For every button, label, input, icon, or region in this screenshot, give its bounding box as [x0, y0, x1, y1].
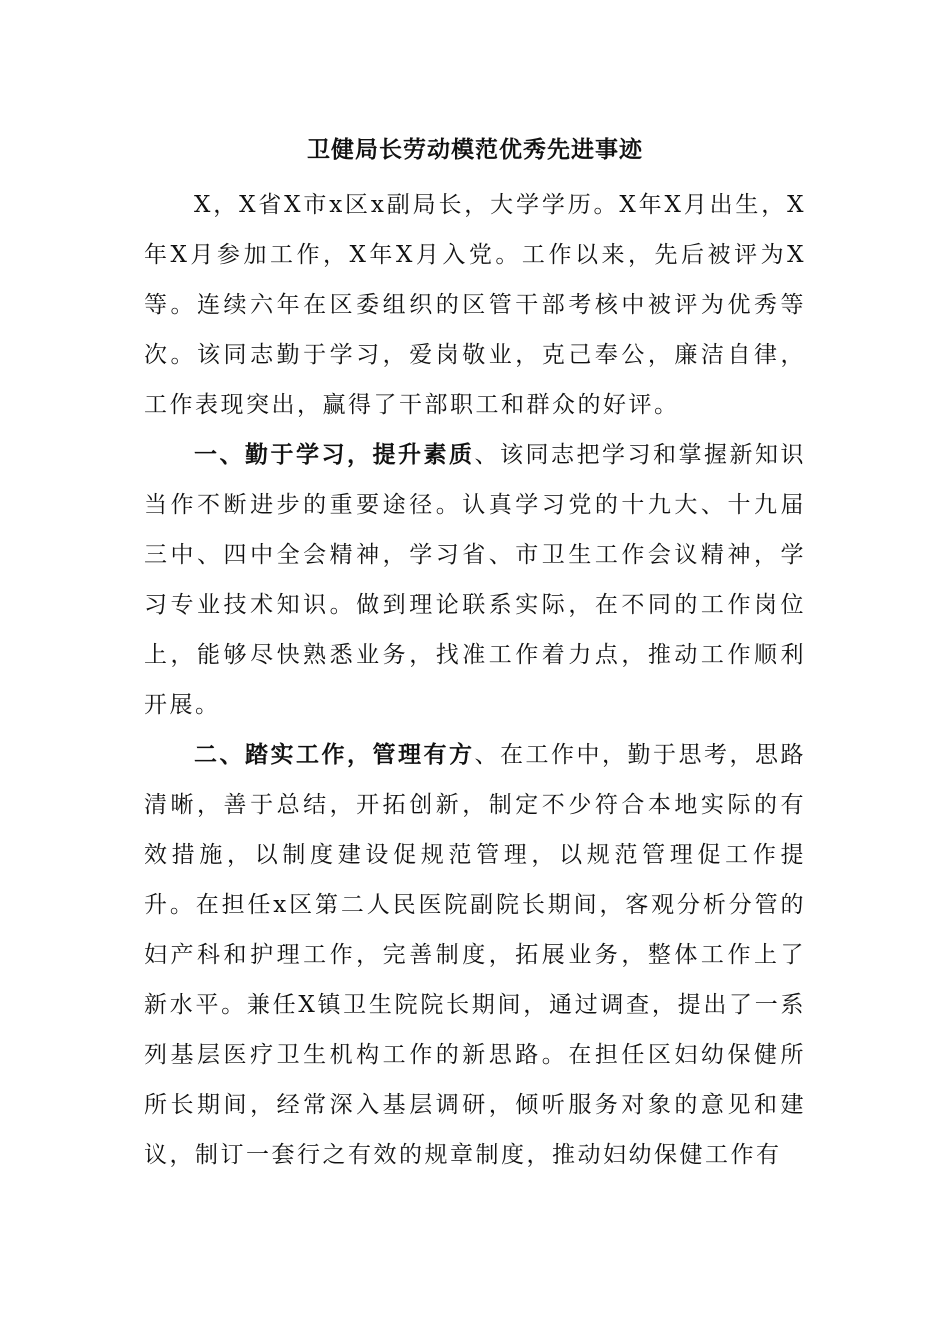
section-heading-1: 一、勤于学习，提升素质: [194, 441, 475, 468]
section-heading-2: 二、踏实工作，管理有方: [194, 741, 475, 768]
document-body: [144, 180, 806, 1180]
intro-paragraph: X，X省X市x区x副局长，大学学历。X年X月出生，X年X月参加工作，X年X月入党。工作以来，先后被评为X等。连续六年在区委组织的区管干部考核中被评为优秀等次。该同志勤于学习，爱岗敬业，克己奉公，廉洁自律，工作表现突出，赢得了干部职工和群众的好评。: [144, 192, 806, 418]
section-text-2: 、在工作中，勤于思考，思路清晰，善于总结，开拓创新，制定不少符合本地实际的有效措施，以制度建设促规范管理，以规范管理促工作提升。在担任x区第二人民医院副院长期间，客观分析分管的妇产科和护理工作，完善制度，拓展业务，整体工作上了新水平。兼任X镇卫生院院长期间，通过调查，提出了一系列基层医疗卫生机构工作的新思路。在担任区妇幼保健所所长期间，经常深入基层调研，倾听服务对象的意见和建议，制订一套行之有效的规章制度，推动妇幼保健工作有: [144, 742, 806, 1168]
document-title: 卫健局长劳动模范优秀先进事迹: [307, 136, 643, 163]
section-paragraph-1: [144, 430, 806, 730]
section-paragraph-2: [144, 730, 806, 1180]
section-text-1: 、该同志把学习和掌握新知识当作不断进步的重要途径。认真学习党的十九大、十九届三中、四中全会精神，学习省、市卫生工作会议精神，学习专业技术知识。做到理论联系实际，在不同的工作岗位上，能够尽快熟悉业务，找准工作着力点，推动工作顺利开展。: [144, 442, 806, 718]
